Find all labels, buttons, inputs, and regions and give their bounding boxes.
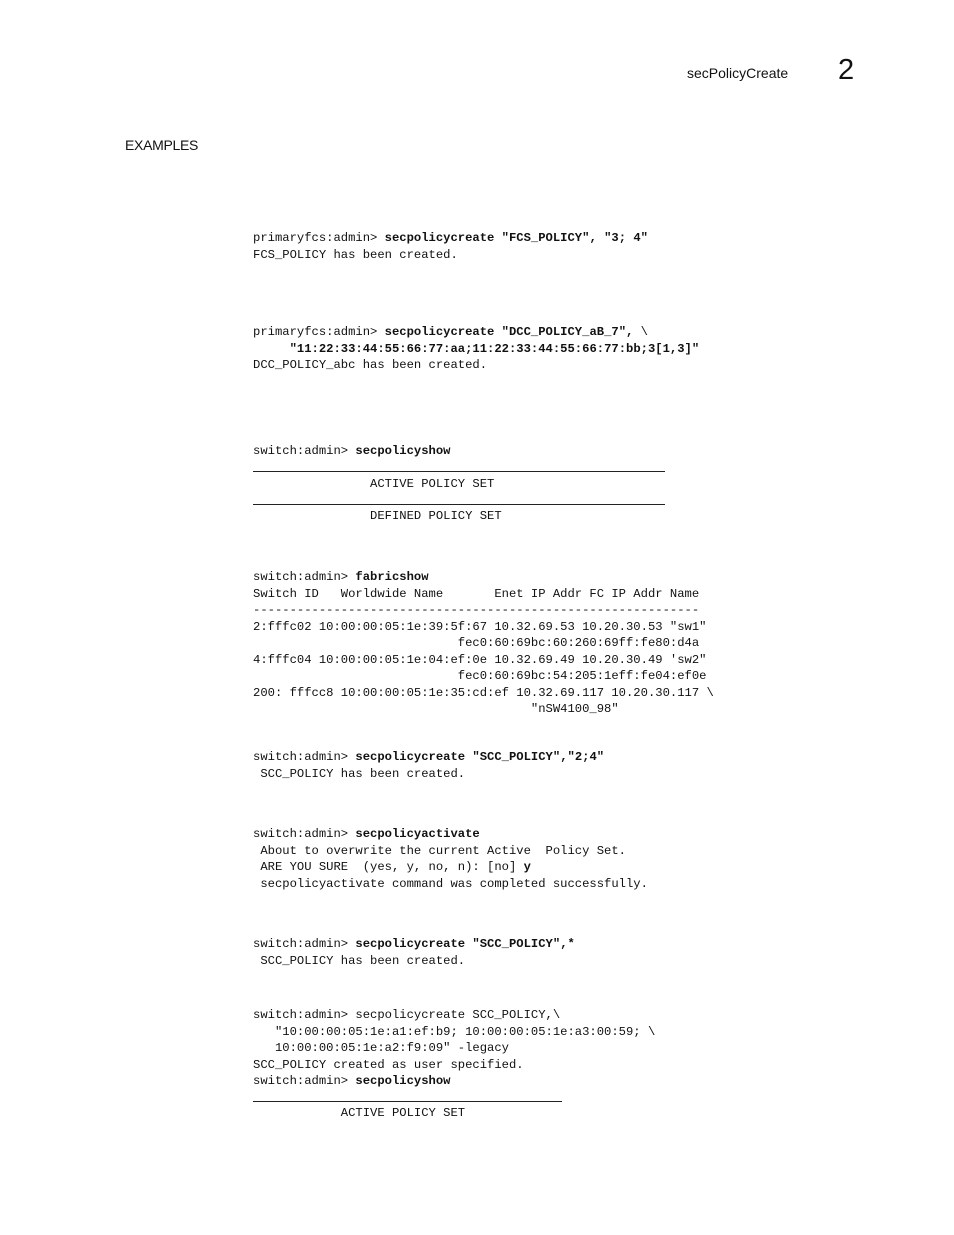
example-6-confirm: ARE YOU SURE (yes, y, no, n): [no]: [253, 860, 524, 874]
example-2-indent: [253, 342, 290, 356]
example-5-command: secpolicycreate "SCC_POLICY","2;4": [355, 750, 605, 764]
example-2-output: DCC_POLICY_abc has been created.: [253, 358, 488, 372]
example-2-command: secpolicycreate "DCC_POLICY_aB_7",: [384, 325, 634, 339]
example-4-command: fabricshow: [355, 570, 429, 584]
policy-divider: [253, 471, 665, 472]
example-1-code: [253, 230, 648, 263]
example-7-output: SCC_POLICY has been created.: [253, 953, 466, 968]
example-1-command: secpolicycreate "FCS_POLICY", "3; 4": [384, 231, 648, 245]
example-8-text: switch:admin> secpolicycreate SCC_POLICY,\ "10:00:00:05:1e:a1:ef:b9; 10:00:00:05:1e:a3:00:59; \ 10:00:00:05:1e:a2:f9:09" -legacy SCC_POLICY created as user specified.: [253, 1008, 656, 1072]
example-2-prompt: primaryfcs:admin>: [253, 325, 385, 339]
running-header-title: secPolicyCreate: [687, 65, 789, 81]
fabricshow-output: Switch ID Worldwide Name Enet IP Addr FC IP Addr Name ------------------------------------------------------------- 2:fffc02 10:00:00:05:1e:39:5f:67 10.32.69.53 10.20.30.53 "sw1" fec0:60:69bc:60:260:69ff:fe80:d4a 4:fffc04 10:00:00:05:1e:04:ef:0e 10.32.69.49 10.20.30.49 'sw2" fec0:60:69bc:54:205:1eff:fe04:ef0e 200: fffcc8 10:00:00:05:1e:35:cd:ef 10.32.69.117 10.20.30.117 \ "nSW4100_98": [253, 586, 714, 716]
example-5-prompt: switch:admin>: [253, 750, 356, 764]
example-6-warning: About to overwrite the current Active Policy Set.: [253, 843, 626, 858]
example-6-prompt: switch:admin>: [253, 827, 356, 841]
policy-divider: [253, 1101, 562, 1102]
example-7-prompt: switch:admin>: [253, 937, 356, 951]
example-5-code: [253, 749, 604, 782]
active-policy-set-label: ACTIVE POLICY SET: [253, 477, 495, 491]
example-6-code: [253, 826, 648, 892]
example-4-prompt: switch:admin>: [253, 570, 356, 584]
chapter-number: 2: [838, 54, 855, 86]
example-3-command-line: [253, 443, 450, 460]
example-1-prompt: primaryfcs:admin>: [253, 231, 385, 245]
example-7-command: secpolicycreate "SCC_POLICY",*: [355, 937, 575, 951]
example-3-command: secpolicyshow: [355, 444, 451, 458]
example-6-answer: y: [523, 860, 531, 874]
example-6-command: secpolicyactivate: [355, 827, 480, 841]
defined-policy-set-label: DEFINED POLICY SET: [253, 509, 502, 523]
example-8-command: secpolicyshow: [355, 1074, 451, 1088]
example-7-code: [253, 936, 575, 969]
policy-divider: [253, 504, 665, 505]
example-6-result: secpolicyactivate command was completed successfully.: [253, 876, 648, 891]
example-2-command-args: "11:22:33:44:55:66:77:aa;11:22:33:44:55:66:77:bb;3[1,3]": [289, 341, 700, 356]
example-8-prompt: switch:admin>: [253, 1074, 356, 1088]
section-heading: EXAMPLES: [125, 137, 199, 153]
example-4-code: [253, 569, 714, 718]
example-8-code: [253, 1007, 655, 1090]
example-1-output: FCS_POLICY has been created.: [253, 247, 458, 262]
example-3-prompt: switch:admin>: [253, 444, 356, 458]
example-8-active-policy-set-label: ACTIVE POLICY SET: [253, 1106, 466, 1120]
example-5-output: SCC_POLICY has been created.: [253, 766, 466, 781]
example-2-code: [253, 324, 699, 374]
example-2-continuation: \: [633, 325, 648, 339]
